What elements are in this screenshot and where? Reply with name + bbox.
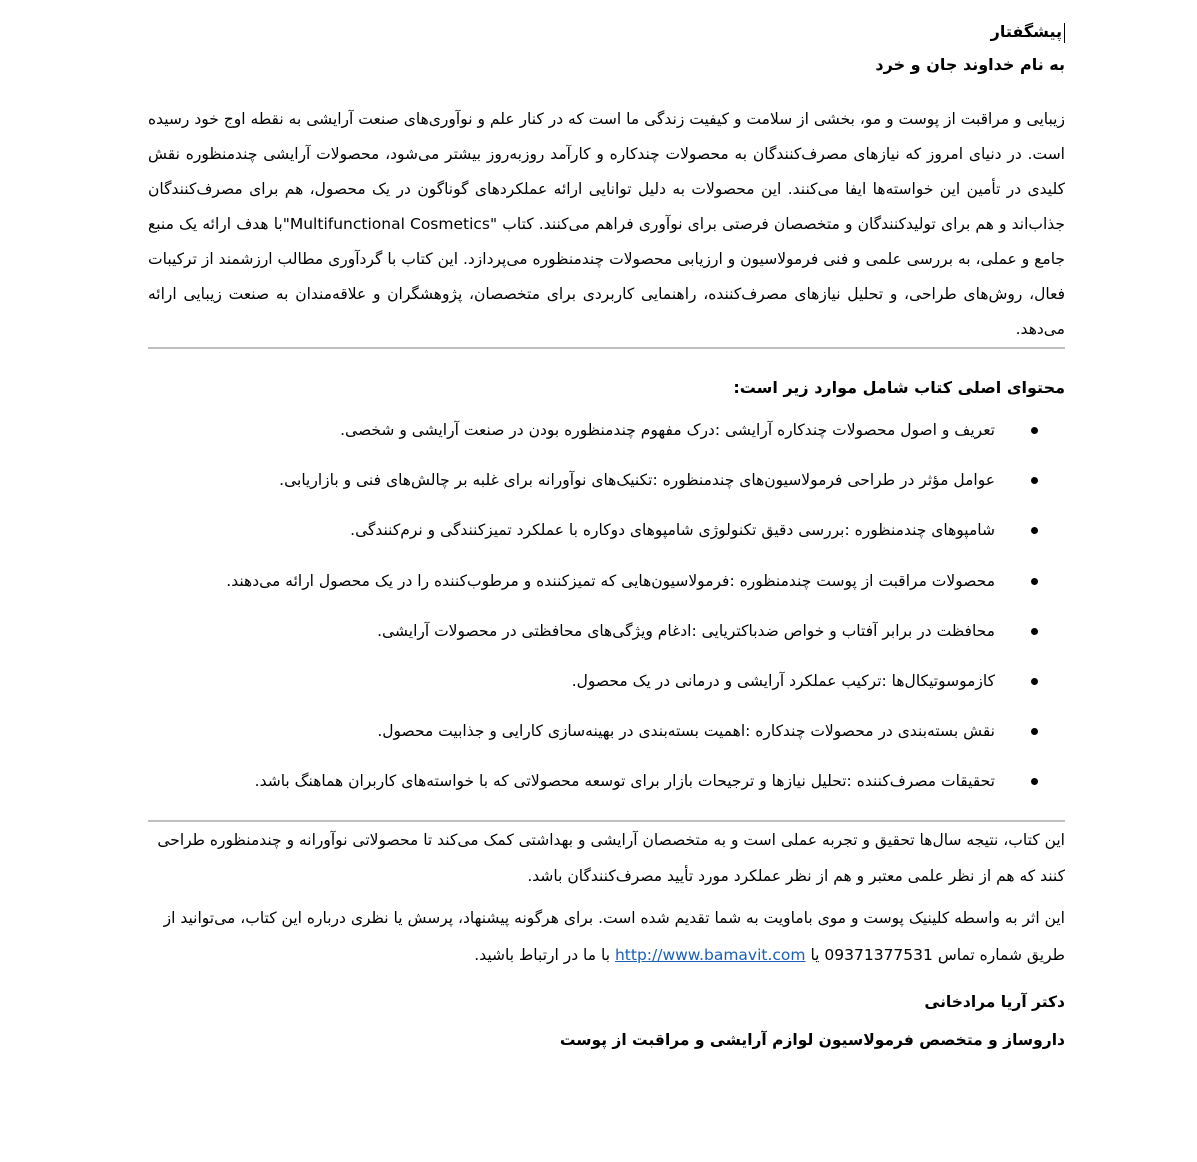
list-item-text: تحقیقات مصرف‌کننده :تحلیل نیازها و ترجیحات بازار برای توسعه محصولاتی که با خواسته‌های کاربران هماهنگ باشد.: [254, 772, 995, 791]
bullet-icon: [1031, 778, 1038, 785]
contact-text-2: با ما در ارتباط باشید.: [474, 945, 615, 964]
author-title: داروساز و متخصص فرمولاسیون لوازم آرایشی و مراقبت از پوست: [559, 1030, 1065, 1049]
contents-list: [148, 418, 1065, 820]
list-item: [148, 468, 995, 518]
book-name: "Multifunctional Cosmetics": [282, 215, 498, 233]
list-item: [148, 418, 995, 468]
separator-line: [148, 347, 1065, 349]
list-item-text: تعریف و اصول محصولات چندکاره آرایشی :درک مفهوم چندمنظوره بودن در صنعت آرایشی و شخصی.: [340, 421, 995, 439]
document-title-text: پیشگفتار: [990, 22, 1062, 41]
website-link[interactable]: http://www.bamavit.com: [614, 945, 806, 964]
document-title[interactable]: [148, 20, 1065, 44]
bullet-icon: [1031, 477, 1038, 484]
closing-paragraph: این کتاب، نتیجه سال‌ها تحقیق و تجربه عملی است و به متخصصان آرایشی و بهداشتی کمک می‌کند تا محصولاتی نوآورانه و چندمنظوره طراحی کنند که هم از نظر علمی معتبر و هم از نظر عملکرد مورد تأیید مصرف‌کنندگان باشد.: [157, 830, 1065, 885]
list-item: [148, 769, 995, 819]
bismillah-line: به نام خداوند جان و خرد: [875, 55, 1065, 74]
list-item-text: محصولات مراقبت از پوست چندمنظوره :فرمولاسیون‌هایی که تمیزکننده و مرطوب‌کننده را در یک محصول ارائه می‌دهند.: [226, 571, 995, 590]
author-name: دکتر آریا مرادخانی: [924, 992, 1065, 1011]
contact-or: یا: [805, 945, 825, 964]
intro-paragraph: [148, 102, 1065, 347]
bullet-icon: [1031, 728, 1038, 735]
list-item-text: عوامل مؤثر در طراحی فرمولاسیون‌های چندمنظوره :تکنیک‌های نوآورانه برای غلبه بر چالش‌های فنی و بازاریابی.: [279, 471, 995, 490]
bullet-icon: [1031, 628, 1038, 635]
list-item: [148, 569, 995, 619]
text-caret: [1064, 23, 1065, 43]
bullet-icon: [1031, 527, 1038, 534]
list-item: [148, 619, 995, 669]
list-item-text: محافظت در برابر آفتاب و خواص ضدباکتریایی :ادغام ویژگی‌های محافظتی در محصولات آرایشی.: [377, 621, 995, 640]
contents-heading: محتوای اصلی کتاب شامل موارد زیر است:: [733, 378, 1065, 397]
list-item: [148, 719, 995, 769]
list-item-text: نقش بسته‌بندی در محصولات چندکاره :اهمیت بسته‌بندی در بهینه‌سازی کارایی و جذابیت محصول.: [377, 722, 995, 741]
contact-paragraph: [148, 900, 1065, 974]
intro-text-1: زیبایی و مراقبت از پوست و مو، بخشی از سلامت و کیفیت زندگی ما است که در کنار علم و نوآوری‌های صنعت آرایشی به نقطه اوج خود رسیده است. در دنیای امروز که نیازهای مصرف‌کنندگان به محصولات چندکاره و کارآمد روزبه‌روز بیشتر می‌شود، محصولات آرایشی چندمنظوره نقش کلیدی در تأمین این خواسته‌ها ایفا می‌کنند. این محصولات به دلیل توانایی ارائه عملکردهای گوناگون در یک محصول، هم برای مصرف‌کنندگان جذاب‌اند و هم برای تولیدکنندگان و متخصصان فرصتی برای نوآوری فراهم می‌کنند. کتاب: [148, 110, 1065, 233]
document-page: [148, 20, 1065, 1052]
bullet-icon: [1031, 578, 1038, 585]
list-item-text: شامپوهای چندمنظوره :بررسی دقیق تکنولوژی شامپوهای دوکاره با عملکرد تمیزکنندگی و نرم‌کنندگی.: [350, 521, 995, 540]
list-item: [148, 669, 995, 719]
contact-phone: 09371377531: [824, 945, 933, 964]
contact-text-1: این اثر به واسطه کلینیک پوست و موی باماویت به شما تقدیم شده است. برای هرگونه پیشنهاد، پرسش یا نظری درباره این کتاب، می‌توانید از طریق شماره تماس: [163, 908, 1065, 964]
bullet-icon: [1031, 678, 1038, 685]
bullet-icon: [1031, 427, 1038, 434]
list-item: [148, 518, 995, 568]
list-item-text: کازموسوتیکال‌ها :ترکیب عملکرد آرایشی و درمانی در یک محصول.: [571, 671, 995, 690]
intro-text-2: با هدف ارائه یک منبع جامع و عملی، به بررسی علمی و فنی فرمولاسیون و ارزیابی محصولات چندمنظوره می‌پردازد. این کتاب با گردآوری مطالب ارزشمند از ترکیبات فعال، روش‌های طراحی، و تحلیل نیازهای مصرف‌کننده، راهنمایی کاربردی برای متخصصان، پژوهشگران و علاقه‌مندان به صنعت زیبایی ارائه می‌دهد.: [148, 215, 1065, 338]
